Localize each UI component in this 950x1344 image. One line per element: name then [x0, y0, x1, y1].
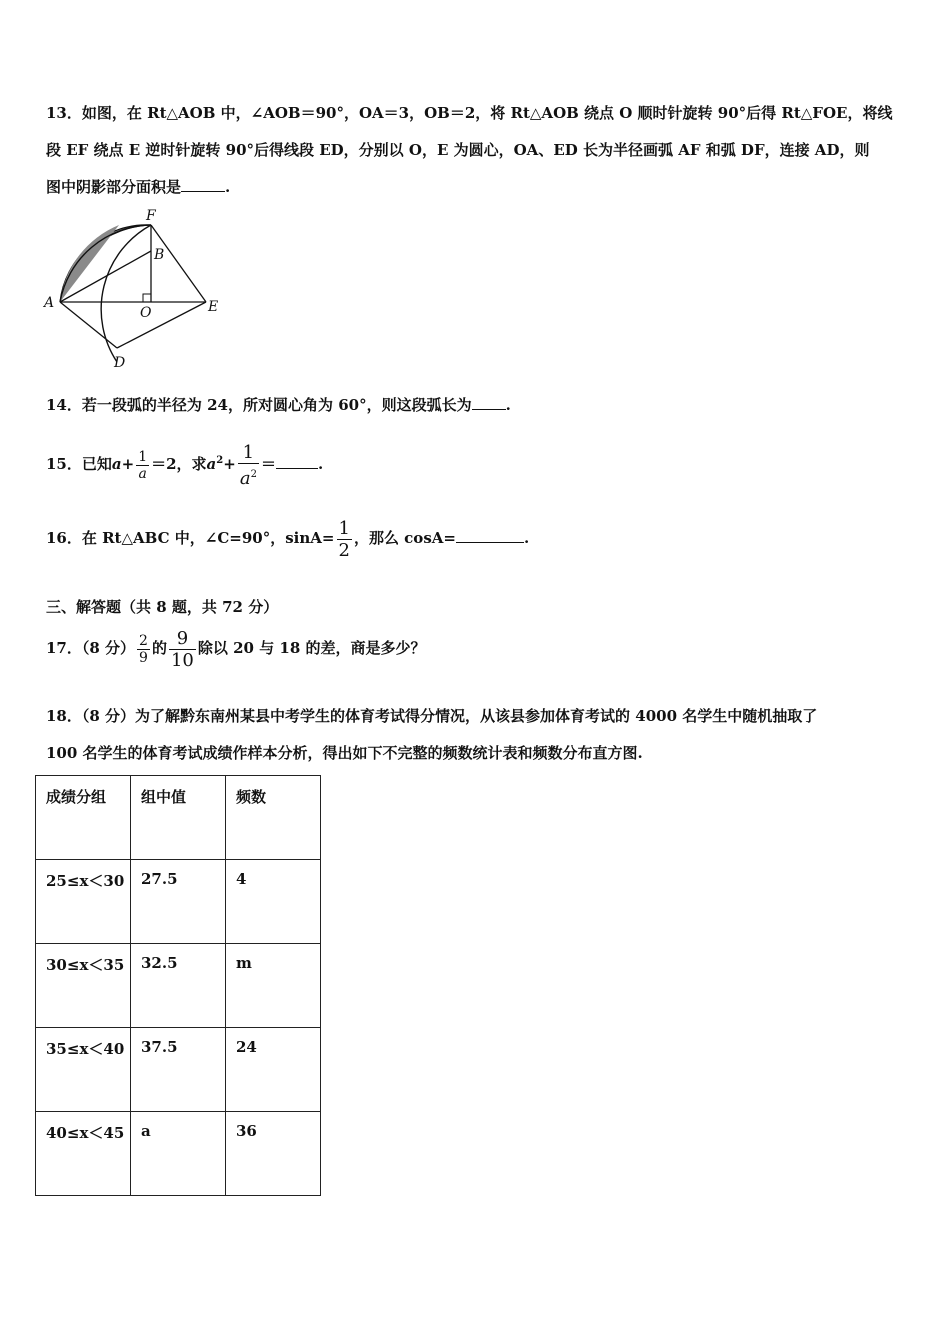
label-o: O: [140, 305, 152, 321]
table-row: [36, 860, 321, 944]
table-cell: 37.5: [131, 1028, 226, 1112]
segment-de: [117, 302, 206, 348]
table-cell: 27.5: [131, 860, 226, 944]
q16-frac-num: 1: [338, 517, 350, 539]
q17-frac1-den: 9: [139, 649, 148, 666]
table-header-cell: 组中值: [131, 776, 226, 860]
q15-frac2-den: [238, 463, 259, 489]
q17-frac2-num: 9: [176, 627, 189, 649]
table-header-cell: 频数: [226, 776, 321, 860]
table-cell: 24: [226, 1028, 321, 1112]
table-row: [36, 944, 321, 1028]
table-cell: 36: [226, 1112, 321, 1196]
label-d: D: [114, 355, 126, 371]
q16-frac-den: 2: [338, 539, 350, 561]
q17-frac2: [169, 628, 196, 671]
q13-line2: 段 EF 绕点 E 逆时针旋转 90°后得线段 ED，分别以 O，E 为圆心，OA、ED 长为半径画弧 AF 和弧 DF，连接 AD，则: [46, 141, 870, 159]
q15-prefix: 15．已知: [46, 455, 112, 473]
label-f: F: [146, 208, 156, 224]
q15-var-a: a: [111, 455, 122, 473]
table-cell: 30≤x＜35: [36, 944, 131, 1028]
q15-a-sq-exp: 2: [216, 455, 224, 466]
table-cell: 40≤x＜45: [36, 1112, 131, 1196]
q17-frac1: [137, 633, 150, 666]
q18-line2: 100 名学生的体育考试成绩作样本分析，得出如下不完整的频数统计表和频数分布直方图.: [46, 744, 643, 762]
label-a: A: [44, 295, 55, 311]
frequency-table: [35, 775, 321, 1196]
q15-frac1-num: 1: [138, 448, 148, 465]
table-cell: 4: [226, 860, 321, 944]
q15-line: [46, 437, 323, 489]
q14-line: [46, 395, 511, 415]
q13-line3: [46, 177, 230, 197]
segment-ad: [60, 302, 117, 348]
q15-eq: ＝: [260, 455, 276, 473]
q15-frac1-den: a: [136, 465, 149, 482]
q15-mid: ＝2，求: [151, 455, 207, 473]
q13-figure: [40, 205, 240, 375]
q16-prefix: 16．在 Rt△ABC 中，∠C=90°，sinA=: [46, 529, 335, 547]
q15-frac2-den-base: a: [239, 467, 251, 489]
table-cell: 35≤x＜40: [36, 1028, 131, 1112]
q17-frac1-num: 2: [139, 632, 148, 649]
table-row: [36, 1112, 321, 1196]
q15-plus: +: [121, 455, 135, 473]
q14-suffix: .: [505, 396, 511, 414]
q15-frac2-num: 1: [242, 441, 255, 463]
q17-frac2-den: 10: [170, 649, 194, 671]
q13-line1: 13．如图，在 Rt△AOB 中，∠AOB＝90°，OA＝3，OB＝2，将 Rt△AOB 绕点 O 顺时针旋转 90°后得 Rt△FOE，将线: [46, 104, 893, 122]
q17-line: [46, 624, 426, 672]
table-cell: m: [226, 944, 321, 1028]
label-b: B: [154, 247, 165, 263]
q13-line3-suffix: .: [225, 178, 231, 196]
q17-suffix: 除以 20 与 18 的差，商是多少？: [197, 639, 426, 657]
q15-frac1: [136, 449, 149, 482]
label-e: E: [208, 299, 219, 315]
q15-answer-blank[interactable]: [276, 454, 318, 469]
q15-plus2: +: [223, 455, 236, 473]
table-row: [36, 1028, 321, 1112]
q17-prefix: 17．（8 分）: [46, 639, 136, 657]
q15-frac2: [238, 442, 259, 489]
q16-suffix: .: [523, 529, 530, 547]
section3-title: 三、解答题（共 8 题，共 72 分）: [46, 598, 279, 616]
q16-answer-blank[interactable]: [456, 528, 524, 543]
q17-mid: 的: [151, 639, 167, 657]
table-cell: 25≤x＜30: [36, 860, 131, 944]
q16-frac: [337, 518, 352, 561]
table-cell: 32.5: [131, 944, 226, 1028]
q15-frac2-den-exp: 2: [250, 468, 257, 480]
q13-line3-prefix: 图中阴影部分面积是: [46, 178, 182, 196]
segment-fe: [151, 225, 206, 302]
table-cell: a: [131, 1112, 226, 1196]
table-header-row: [36, 776, 321, 860]
q14-answer-blank[interactable]: [472, 395, 506, 410]
q18-line1: 18．（8 分）为了解黔东南州某县中考学生的体育考试得分情况，从该县参加体育考试的 4000 名学生中随机抽取了: [46, 707, 818, 725]
q14-text: 14．若一段弧的半径为 24，所对圆心角为 60°，则这段弧长为: [46, 396, 472, 414]
q13-answer-blank[interactable]: [181, 177, 225, 192]
q15-suffix: .: [317, 455, 324, 473]
q16-line: [46, 514, 529, 562]
q16-mid: ，那么 cosA=: [353, 529, 456, 547]
table-header-cell: 成绩分组: [36, 776, 131, 860]
q15-a-sq-base: a: [206, 455, 217, 473]
